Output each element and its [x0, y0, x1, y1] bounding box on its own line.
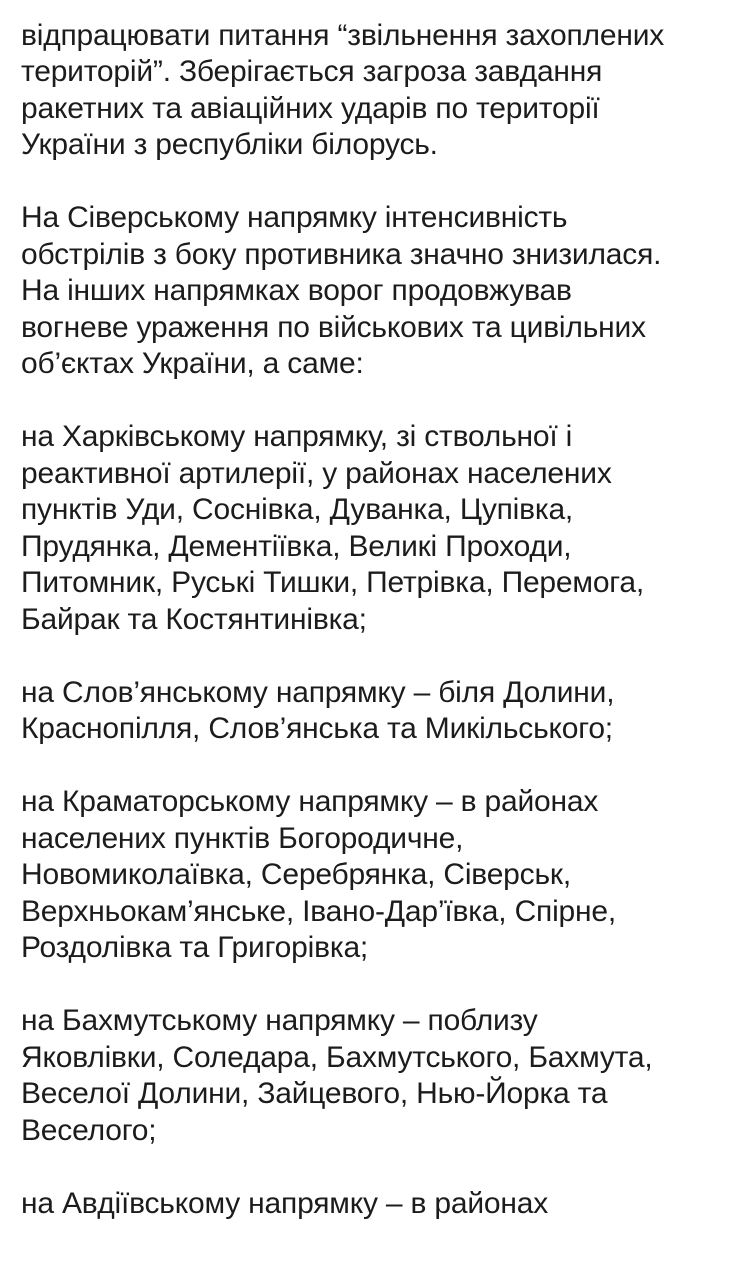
text-line: вогневе ураження по військових та цивільних [21, 310, 646, 344]
text-line: населених пунктів Богородичне, [21, 821, 464, 855]
text-line: Веселої Долини, Зайцевого, Нью-Йорка та [21, 1077, 608, 1110]
text-line: на Слов’янському напрямку – біля Долини, [21, 675, 615, 709]
text-line: Краснопілля, Слов’янська та Микільського; [21, 712, 613, 745]
article-body [21, 0, 726, 1259]
text-line: на Авдіївському напрямку – в районах [21, 1186, 549, 1220]
text-line: На Сіверському напрямку інтенсивність [21, 201, 568, 234]
text-line: Яковлівки, Соледара, Бахмутського, Бахмута, [21, 1040, 653, 1074]
paragraph-bakhmut-direction [21, 1003, 726, 1149]
text-line: Новомиколаївка, Серебрянка, Сіверськ, [21, 858, 571, 891]
paragraph-sloviansk-direction [21, 675, 726, 748]
text-line: На інших напрямках ворог продовжував [21, 274, 572, 307]
paragraph-siversk-direction [21, 200, 726, 383]
text-line: відпрацювати питання “звільнення захоплених [21, 18, 665, 52]
text-line: на Харківському напрямку, зі ствольної і [21, 420, 573, 453]
text-line: Прудянка, Дементіївка, Великі Проходи, [21, 529, 572, 563]
paragraph-kharkiv-direction [21, 419, 726, 638]
paragraph-kramatorsk-direction [21, 784, 726, 967]
text-line: Верхньокам’янське, Івано-Дар’ївка, Спірне, [21, 894, 617, 928]
text-line: обстрілів з боку противника значно знизилася. [21, 237, 662, 271]
text-line: ракетних та авіаційних ударів по території [21, 91, 600, 125]
text-line: Роздолівка та Григорівка; [21, 931, 369, 964]
text-line: України з республіки білорусь. [21, 128, 438, 161]
paragraph-threat-belarus [21, 0, 726, 164]
text-line: Веселого; [21, 1113, 157, 1147]
text-line: реактивної артилерії, у районах населених [21, 456, 612, 490]
text-line [21, 0, 726, 18]
text-line: на Бахмутському напрямку – поблизу [21, 1004, 538, 1037]
text-line: Питомник, Руські Тишки, Петрівка, Перемога, [21, 566, 645, 599]
text-line: Байрак та Костянтинівка; [21, 602, 367, 636]
text-line: на Краматорському напрямку – в районах [21, 785, 599, 818]
text-line: територій”. Зберігається загроза завдання [21, 55, 603, 88]
text-line: об’єктах України, а саме: [21, 347, 364, 380]
paragraph-avdiivka-direction [21, 1186, 726, 1223]
text-line: пунктів Уди, Соснівка, Дуванка, Цупівка, [21, 493, 574, 526]
